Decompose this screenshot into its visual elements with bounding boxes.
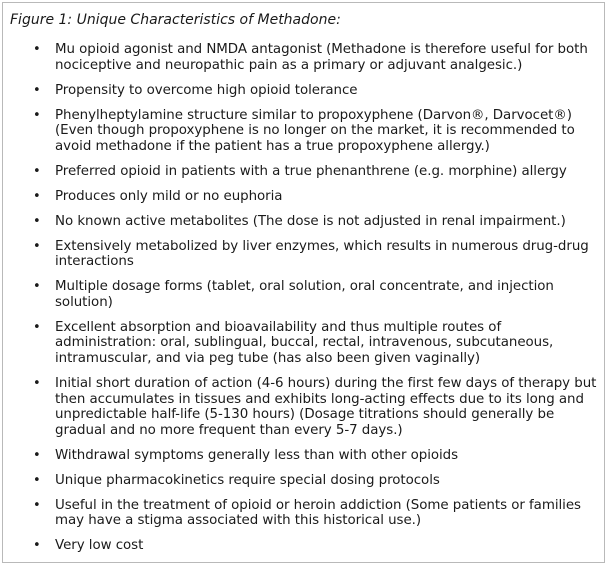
characteristics-list bbox=[3, 42, 606, 563]
list-item bbox=[3, 498, 606, 529]
list-item-text: Excellent absorption and bioavailability and thus multiple routes of administration: oral, sublingual, buccal, rectal, intravenous, subcutaneous, intramuscular, and via peg tube (has also been given vaginally) bbox=[55, 319, 554, 367]
list-item bbox=[3, 108, 606, 155]
list-item bbox=[3, 376, 606, 438]
list-item-text: Multiple dosage forms (tablet, oral solution, oral concentrate, and injection solution) bbox=[55, 279, 554, 310]
list-item bbox=[3, 320, 606, 367]
bullet-icon: • bbox=[33, 163, 41, 179]
list-item-text: Very low cost bbox=[55, 538, 144, 554]
list-item bbox=[3, 239, 606, 270]
list-item bbox=[3, 448, 606, 464]
list-item bbox=[3, 538, 606, 554]
list-item-text: Withdrawal symptoms generally less than with other opioids bbox=[55, 447, 459, 463]
list-item bbox=[3, 189, 606, 205]
list-item-text: Phenylheptylamine structure similar to propoxyphene (Darvon®, Darvocet®) (Even though propoxyphene is no longer on the market, it is recommended to avoid methadone if the patient has a true propoxyphene allergy.) bbox=[55, 107, 575, 154]
bullet-icon: • bbox=[33, 107, 41, 123]
list-item-text: Unique pharmacokinetics require special dosing protocols bbox=[55, 472, 440, 488]
figure-title: Figure 1: Unique Characteristics of Methadone: bbox=[10, 12, 341, 28]
figure-box bbox=[2, 2, 605, 563]
list-item bbox=[3, 164, 606, 180]
bullet-icon: • bbox=[33, 538, 41, 554]
bullet-icon: • bbox=[33, 238, 41, 254]
bullet-icon: • bbox=[33, 447, 41, 463]
bullet-icon: • bbox=[33, 497, 41, 513]
bullet-icon: • bbox=[33, 279, 41, 295]
list-item-text: Initial short duration of action (4-6 hours) during the first few days of therapy but then accumulates in tissues and exhibits long-acting effects due to its long and unpredictable half-life (5-130 hours) (Dosage titrations should generally be gradual and no more frequent than every 5-7 days.) bbox=[55, 376, 597, 438]
list-item-text: Mu opioid agonist and NMDA antagonist (Methadone is therefore useful for both nociceptive and neuropathic pain as a primary or adjuvant analgesic.) bbox=[55, 42, 588, 73]
list-item-text: No known active metabolites (The dose is not adjusted in renal impairment.) bbox=[55, 213, 566, 229]
bullet-icon: • bbox=[33, 42, 41, 57]
list-item-text: Propensity to overcome high opioid tolerance bbox=[55, 82, 358, 98]
bullet-icon: • bbox=[33, 213, 41, 229]
bullet-icon: • bbox=[33, 188, 41, 204]
list-item bbox=[3, 214, 606, 230]
bullet-icon: • bbox=[33, 82, 41, 98]
list-item bbox=[3, 83, 606, 99]
list-item-text: Produces only mild or no euphoria bbox=[55, 188, 283, 204]
list-item bbox=[3, 42, 606, 73]
bullet-icon: • bbox=[33, 472, 41, 488]
list-item-text: Extensively metabolized by liver enzymes, which results in numerous drug-drug interactions bbox=[55, 238, 589, 270]
bullet-icon: • bbox=[33, 319, 41, 335]
list-item-text: Preferred opioid in patients with a true phenanthrene (e.g. morphine) allergy bbox=[55, 163, 567, 179]
bullet-icon: • bbox=[33, 376, 41, 392]
list-item-text: Useful in the treatment of opioid or heroin addiction (Some patients or families may have a stigma associated with this historical use.) bbox=[55, 497, 581, 529]
list-item bbox=[3, 279, 606, 310]
list-item bbox=[3, 473, 606, 489]
